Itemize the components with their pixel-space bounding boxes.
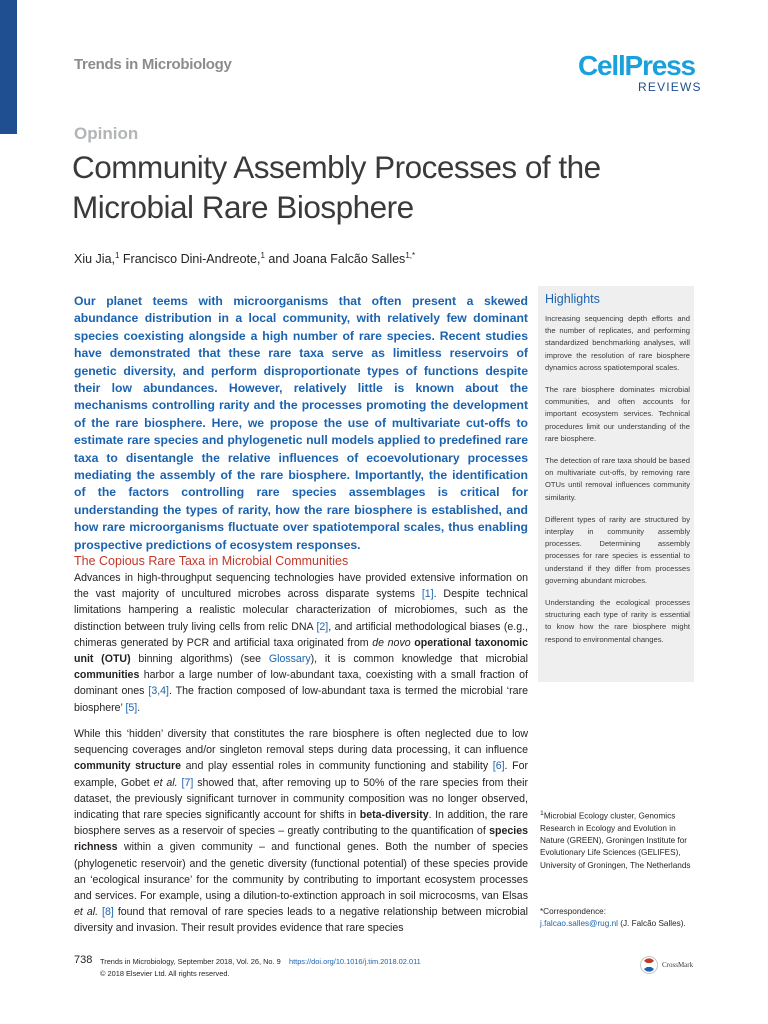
correspondence-name: (J. Falcão Salles). <box>617 919 686 929</box>
footer-citation <box>100 956 421 981</box>
citation-link[interactable]: [2] <box>316 620 329 633</box>
crossmark-icon <box>640 956 658 974</box>
highlight-item: The rare biosphere dominates microbial communities, and often accounts for important ecosystem services. Technical procedures limit our understanding of the rare biosphere. <box>545 385 690 443</box>
abstract: Our planet teems with microorganisms that often present a skewed abundance distribution in a local community, with relatively few dominant species coexisting alongside a high number of rare species. Recent studies have demonstrated that these rare taxa serve as limitless reservoirs of genetic diversity, and perform disproportionate types of functions despite their low abundances. However, relatively little is known about the mechanisms controlling rarity and the processes promoting the development of the rare biosphere. Here, we propose the use of multivariate cut-offs to estimate rare species and phylogenetic null models applied to predefined rare taxa to disentangle the relative influences of ecoevolutionary processes mediating the assembly of the rare biosphere. Importantly, the identification of the factors controlling rare species assemblages is critical for understanding the types of rarity, how the rare biosphere is established, and how rare microorganisms fluctuate over spatiotemporal scales, thus enabling prospective predictions of ecosystem responses. <box>74 294 528 552</box>
highlight-item: The detection of rare taxa should be based on multivariate cut-offs, by removing rare OTUs until removal influences community similarity. <box>545 456 690 502</box>
article-title: Community Assembly Processes of the Microbial Rare Biosphere <box>72 149 601 225</box>
highlights-title: Highlights <box>545 292 600 306</box>
affiliation-note: $^1$Microbial Ecology cluster, Genomics Research in Ecology and Evolution in Nature (GREEN), Groningen Institute for Evolutionary Life Sciences (GELIFES), University of Groningen, The Netherlands <box>540 810 691 870</box>
citation-link[interactable]: [3,4] <box>148 685 169 698</box>
highlight-item: Different types of rarity are structured by interplay in community assembly processes. Determining assembly processes for rare species is essential to understand if they differ from processes governing abundant microbes. <box>545 514 690 585</box>
doi-link[interactable]: https://doi.org/10.1016/j.tim.2018.02.011 <box>288 957 421 966</box>
author-name: Xiu Jia, <box>74 252 115 267</box>
section-heading: The Copious Rare Taxa in Microbial Communities <box>74 554 349 568</box>
glossary-term: communities <box>74 669 140 682</box>
glossary-term: operational taxonomic unit (OTU) <box>74 636 528 666</box>
page-number: 738 <box>74 954 93 966</box>
correspondence-note <box>540 906 710 930</box>
body-paragraph: While this ‘hidden’ diversity that constitutes the rare biosphere is often neglected due to low sequencing coverages and/or singleton removal steps during data processing, it can influence community structure and play essential roles in community functioning and stability [6]. For example, Gobet et al. [7] showed that, after removing up to 50% of the rare species from their dataset, the previously significant turnover in community composition was no longer observed, indicating that rare species significantly account for shifts in beta-diversity. In addition, the rare biosphere serves as a reservoir of species – greatly contributing to the quantification of species richness within a given community – and functional genes. Both the number of species (phylogenetic reservoir) and the genetic diversity (functional potential) of these species provide an ‘ecological insurance’ for the community by contributing to important ecosystem processes and services. For example, using a dilution-to-extinction approach in soil microcosms, van Elsas et al. [8] found that removal of rare species leads to a negative relationship between microbial diversity and invasion. Their result provides evidence that rare species <box>74 728 529 935</box>
cellpress-logo[interactable]: CellPress <box>578 50 695 81</box>
glossary-term: beta-diversity <box>359 809 429 822</box>
author-name: Francisco Dini-Andreote, <box>119 252 261 267</box>
citation-link[interactable]: [6] <box>492 760 505 773</box>
correspondence-label: *Correspondence: <box>540 907 606 916</box>
glossary-link[interactable]: Glossary <box>268 653 311 666</box>
journal-citation: Trends in Microbiology, September 2018, Vol. 26, No. 9 <box>100 957 281 966</box>
highlights-box <box>538 286 694 682</box>
journal-color-bar <box>0 0 17 134</box>
citation-link[interactable]: [7] <box>181 776 194 789</box>
citation-link[interactable]: [5] <box>125 701 138 714</box>
cellpress-reviews-label: REVIEWS <box>638 80 702 94</box>
glossary-term: community structure <box>74 760 182 773</box>
journal-name: Trends in Microbiology <box>74 56 232 73</box>
crossmark-label: CrossMark <box>662 961 694 969</box>
copyright: © 2018 Elsevier Ltd. All rights reserved. <box>100 969 230 979</box>
affiliation-marker: 1,* <box>405 251 416 260</box>
correspondence-email-link[interactable]: j.falcao.salles@rug.nl <box>540 919 618 929</box>
author-name: and Joana Falcão Salles <box>264 252 406 267</box>
affiliation-marker: 1 <box>115 251 120 260</box>
crossmark-badge[interactable] <box>640 956 693 974</box>
citation-link[interactable]: [1] <box>421 588 434 601</box>
glossary-term: species richness <box>74 825 528 854</box>
affiliation-marker: 1 <box>260 251 265 260</box>
highlight-item: Increasing sequencing depth efforts and the number of replicates, and performing standardized benchmarking analyses, will improve the resolution of rare biosphere dynamics across spatiotemporal scales. <box>545 314 690 372</box>
citation-link[interactable]: [8] <box>102 906 114 919</box>
article-type: Opinion <box>74 124 139 143</box>
body-paragraph: Advances in high-throughput sequencing technologies have provided extensive information on the vast majority of uncultured microbes across disparate systems [1]. Despite technical limitations hampering a realistic molecular characterization of microbiomes, such as the distinction between truly living cells from relic DNA [2], and artificial methodological biases (e.g., chimeras generated by PCR and artificial taxa originated from de novo operational taxonomic unit (OTU) binning algorithms) (see Glossary), it is common knowledge that microbial communities harbor a large number of low-abundant taxa, coexisting with a small fraction of dominant ones [3,4]. The fraction composed of low-abundant taxa is termed the microbial ‘rare biosphere’ [5]. <box>74 572 529 714</box>
highlight-item: Understanding the ecological processes structuring each type of rarity is essential to know how the rare biosphere might respond to environmental changes. <box>545 598 690 644</box>
author-list <box>74 251 415 266</box>
